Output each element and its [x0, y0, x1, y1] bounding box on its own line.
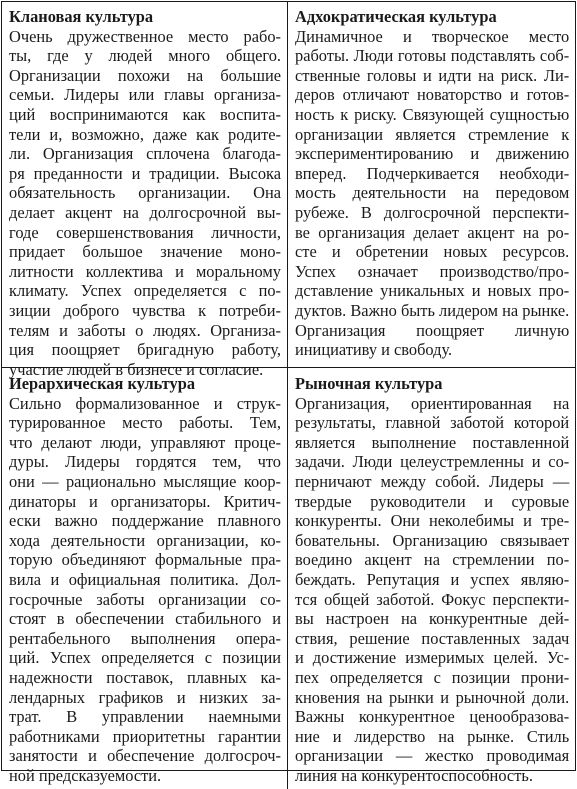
- text-line: воедино акцент на стремлении по-: [295, 550, 570, 570]
- text-line: деров отличают новаторство и готов-: [295, 85, 570, 105]
- text-line: организации является стремление к: [295, 124, 570, 144]
- text-line: рентабельного выполнения опера-: [9, 628, 281, 648]
- text-line: ций воспринимаются как воспита-: [9, 104, 281, 124]
- text-line: пех определяется с позиции прони-: [295, 667, 570, 687]
- text-line: семьи. Лидеры или главы организа-: [9, 85, 281, 105]
- text-line: дставление уникальных и новых про-: [295, 281, 570, 301]
- text-line: экспериментированию и движению: [295, 144, 570, 164]
- text-line: делает акцент на долгосрочной вы-: [9, 202, 281, 222]
- text-line: дуктов. Важно быть лидером на рынке.: [295, 300, 570, 320]
- text-line: Сильно формализованное и струк-: [9, 393, 281, 413]
- text-line: участие людей в бизнесе и согласие.: [9, 359, 264, 379]
- culture-types-table: [1, 1, 576, 785]
- text-line: вы настроен на конкурентные дей-: [295, 609, 570, 629]
- text-line: сте и обретении новых ресурсов.: [295, 242, 570, 262]
- text-line: задачи. Люди целеустремленны и со-: [295, 452, 570, 472]
- text-line: надежности поставок, плавных ка-: [9, 667, 281, 687]
- text-line: турированное место работы. Тем,: [9, 413, 281, 433]
- text-line: телям и заботы о людях. Организа-: [9, 320, 281, 340]
- text-line: занятости и обеспечение долгосроч-: [9, 746, 281, 766]
- text-line: торую объединяют формальные пра-: [9, 550, 281, 570]
- text-line: линия на конкурентоспособность.: [295, 765, 533, 785]
- text-line: ние и лидерство на рынке. Стиль: [295, 726, 570, 746]
- hierarchy-culture-cell: [2, 368, 288, 789]
- text-line: ты, где у людей много общего.: [9, 46, 281, 66]
- text-line: Организации похожи на большие: [9, 65, 281, 85]
- text-line: рубеже. В долгосрочной перспекти-: [295, 202, 570, 222]
- text-line: климату. Успех определяется с по-: [9, 281, 281, 301]
- cell-title: Рыночная культура: [295, 374, 443, 393]
- text-line: ески важно поддержание плавного: [9, 511, 281, 531]
- text-line: работниками приоритетны гарантии: [9, 726, 281, 746]
- text-line: госрочные заботы организации со-: [9, 589, 281, 609]
- text-line: инициативу и свободу.: [295, 340, 453, 360]
- text-line: работы. Люди готовы подставлять соб-: [295, 46, 570, 66]
- text-line: стоят в обеспечении стабильного и: [9, 609, 281, 629]
- text-line: ве организация делает акцент на ро-: [295, 222, 570, 242]
- cell-title: Клановая культура: [9, 7, 154, 26]
- text-line: тся общей заботой. Фокус перспекти-: [295, 589, 570, 609]
- text-line: ность к риску. Связующей сущностью: [295, 104, 570, 124]
- text-line: Важны конкурентное ценообразова-: [295, 707, 570, 727]
- text-line: ственные головы и идти на риск. Ли-: [295, 65, 570, 85]
- text-line: зиции доброго чувства к потреби-: [9, 300, 281, 320]
- text-line: ря преданности и традиции. Высока: [9, 163, 281, 183]
- text-line: Организация, ориентированная на: [295, 393, 570, 413]
- text-line: ли. Организация сплочена благода-: [9, 144, 281, 164]
- text-line: ной предсказуемости.: [9, 765, 162, 785]
- text-line: организации — жестко проводимая: [295, 746, 570, 766]
- text-line: Организация поощряет личную: [295, 320, 570, 340]
- text-line: годе совершенствования личности,: [9, 222, 281, 242]
- text-line: трат. В управлении наемными: [9, 707, 281, 727]
- text-line: беждать. Репутация и успех являю-: [295, 569, 570, 589]
- text-line: ствия, решение поставленных задач: [295, 628, 570, 648]
- text-line: является выполнение поставленной: [295, 432, 570, 452]
- text-line: перничают между собой. Лидеры —: [295, 471, 570, 491]
- text-line: вила и официальная политика. Дол-: [9, 569, 281, 589]
- text-line: и достижение измеримых целей. Ус-: [295, 648, 570, 668]
- text-line: Успех означает производство/про-: [295, 261, 570, 281]
- text-line: литности коллектива и моральному: [9, 261, 281, 281]
- text-line: обязательность организации. Она: [9, 183, 281, 203]
- clan-culture-cell: [2, 2, 288, 379]
- text-line: дуры. Лидеры гордятся тем, что: [9, 452, 281, 472]
- text-line: мость деятельности на передовом: [295, 183, 570, 203]
- text-line: ций. Успех определяется с позиции: [9, 648, 281, 668]
- text-line: хода деятельности организации, ко-: [9, 530, 281, 550]
- text-line: лендарных графиков и низких за-: [9, 687, 281, 707]
- cell-title: Адхократическая культура: [295, 7, 497, 26]
- text-line: динаторы и организаторы. Критич-: [9, 491, 281, 511]
- text-line: придает большое значение моно-: [9, 242, 281, 262]
- adhocracy-culture-cell: [288, 2, 575, 368]
- text-line: конкуренты. Они неколебимы и тре-: [295, 511, 570, 531]
- text-line: вперед. Подчеркивается необходи-: [295, 163, 570, 183]
- text-line: твердые руководители и суровые: [295, 491, 570, 511]
- text-line: кновения на рынки и рыночной доли.: [295, 687, 570, 707]
- text-line: ция поощряет бригадную работу,: [9, 340, 281, 360]
- text-line: тели и, возможно, даже как родите-: [9, 124, 281, 144]
- cell-title: Иерархическая культура: [9, 374, 196, 393]
- text-line: результаты, главной заботой которой: [295, 413, 570, 433]
- market-culture-cell: [288, 368, 575, 789]
- text-line: Динамичное и творческое место: [295, 26, 570, 46]
- text-line: бовательны. Организацию связывает: [295, 530, 570, 550]
- text-line: что делают люди, управляют проце-: [9, 432, 281, 452]
- text-line: они — рационально мыслящие коор-: [9, 471, 281, 491]
- text-line: Очень дружественное место рабо-: [9, 26, 281, 46]
